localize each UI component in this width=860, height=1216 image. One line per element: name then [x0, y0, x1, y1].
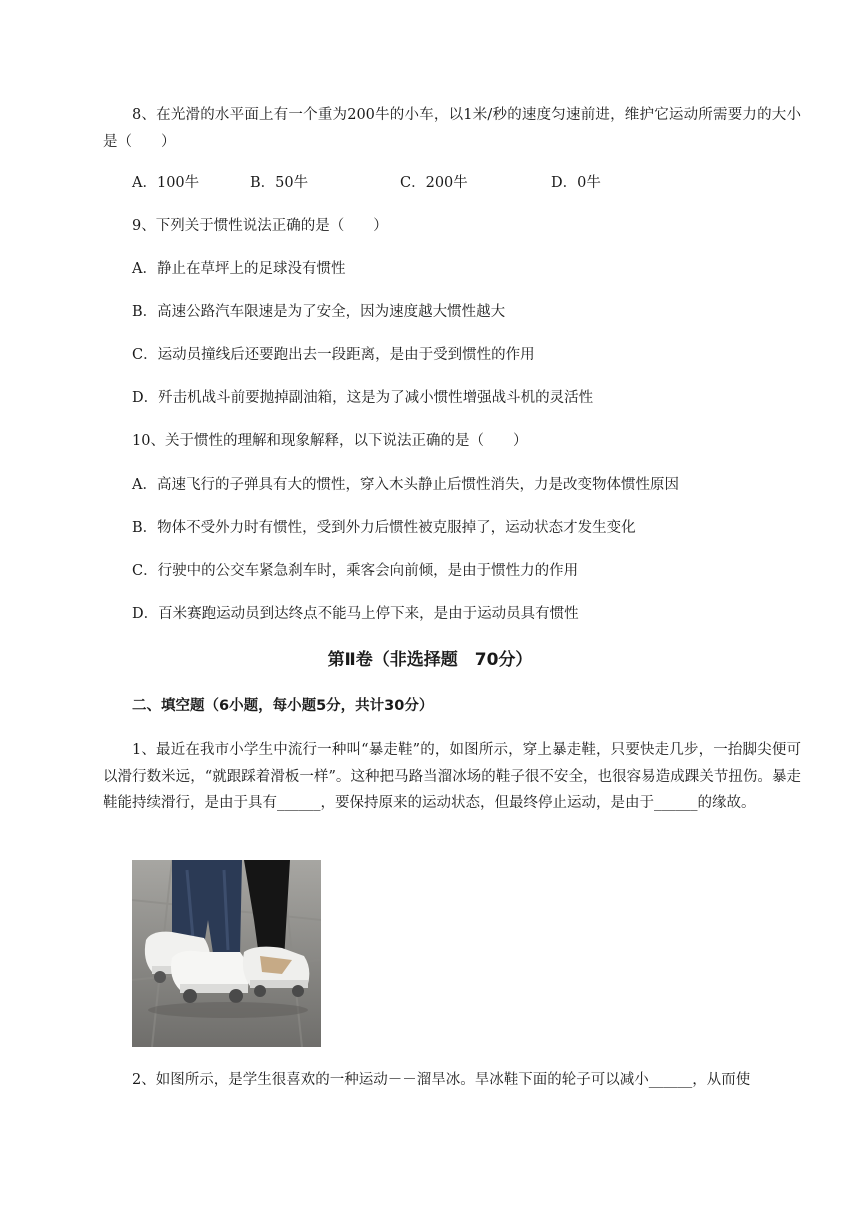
question-8-option-a: A．100牛 — [132, 175, 200, 191]
question-8-option-c: C．200牛 — [400, 175, 468, 191]
part-2-title: 第Ⅱ卷（非选择题 70分） — [327, 650, 533, 670]
question-8-option-d: D．0牛 — [551, 175, 601, 191]
question-9-stem: 9、下列关于惯性说法正确的是（ ） — [132, 218, 388, 234]
question-10-option-c: C．行驶中的公交车紧急刹车时，乘客会向前倾，是由于惯性力的作用 — [132, 563, 579, 579]
question-9-option-a: A．静止在草坪上的足球没有惯性 — [132, 261, 346, 277]
question-10-option-a: A．高速飞行的子弹具有大的惯性，穿入木头静止后惯性消失，力是改变物体惯性原因 — [132, 477, 679, 493]
question-9-option-d: D．歼击机战斗前要抛掉副油箱，这是为了减小惯性增强战斗机的灵活性 — [132, 390, 594, 406]
question-10-stem: 10、关于惯性的理解和现象解释，以下说法正确的是（ ） — [132, 433, 528, 449]
roller-shoes-photo — [132, 860, 321, 1047]
question-9-option-b: B．高速公路汽车限速是为了安全，因为速度越大惯性越大 — [132, 304, 506, 320]
question-9-option-c: C．运动员撞线后还要跑出去一段距离，是由于受到惯性的作用 — [132, 347, 535, 363]
question-8-stem: 8、在光滑的水平面上有一个重为200牛的小车，以1米/秒的速度匀速前进，维护它运动所需要力的大小是（ ） — [103, 107, 801, 150]
fill-question-1-text: 1、最近在我市小学生中流行一种叫“暴走鞋”的，如图所示，穿上暴走鞋，只要快走几步，一抬脚尖便可以滑行数米远，“就跟踩着滑板一样”。这种把马路当溜冰场的鞋子很不安全，也很容易造成踝关节扭伤。暴走鞋能持续滑行，是由于具有______，要保持原来的运动状态，但最终停止运动，是由于______的缘故。 — [103, 742, 801, 811]
fill-question-2-text: 2、如图所示，是学生很喜欢的一种运动－－溜旱冰。旱冰鞋下面的轮子可以减小______，从而使 — [132, 1072, 751, 1088]
question-8-option-b: B．50牛 — [250, 175, 309, 191]
question-10-option-b: B．物体不受外力时有惯性，受到外力后惯性被克服掉了，运动状态才发生变化 — [132, 520, 636, 536]
question-10-option-d: D．百米赛跑运动员到达终点不能马上停下来，是由于运动员具有惯性 — [132, 606, 579, 622]
fill-blank-section-heading: 二、填空题（6小题，每小题5分，共计30分） — [132, 698, 434, 714]
